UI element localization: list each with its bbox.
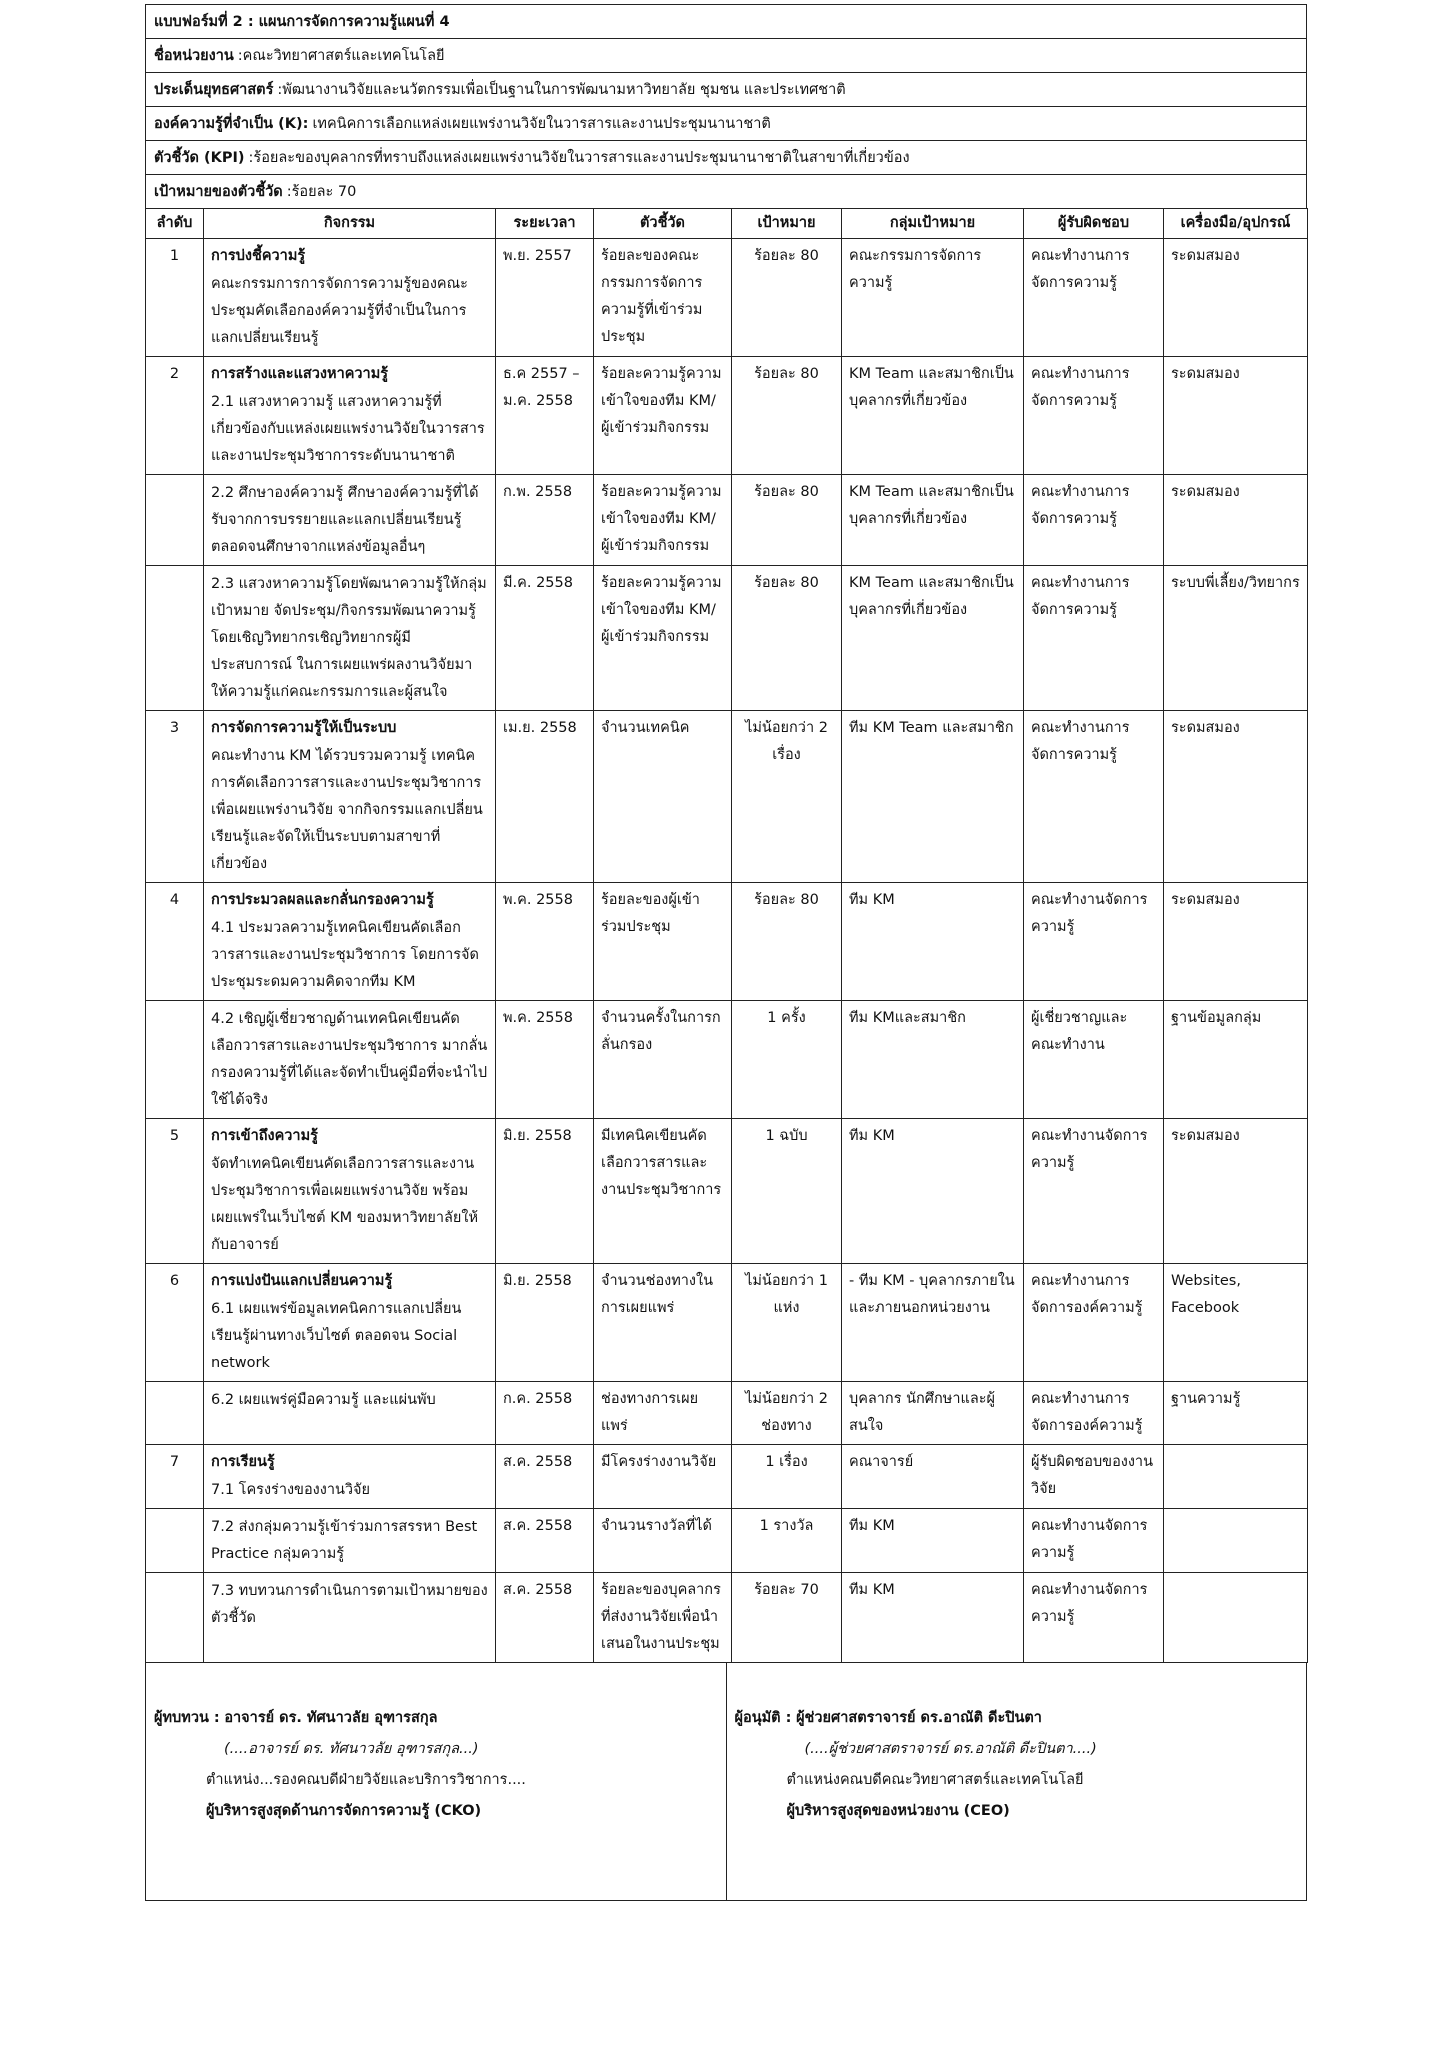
cell-indicator: มีโครงร่างงานวิจัย [594, 1445, 732, 1509]
cell-no [146, 475, 204, 566]
cell-target: ร้อยละ 80 [732, 357, 842, 475]
activity-text: 7.3 ทบทวนการดำเนินการตามเป้าหมายของตัวชี้วัด [211, 1583, 488, 1626]
cell-tool: ฐานความรู้ [1164, 1382, 1308, 1445]
knowledge-label: องค์ความรู้ที่จำเป็น (K): [154, 116, 309, 132]
cell-no: 6 [146, 1264, 204, 1382]
cell-period: มี.ค. 2558 [496, 566, 594, 711]
cell-period: ก.ค. 2558 [496, 1382, 594, 1445]
col-header: ระยะเวลา [496, 209, 594, 239]
cell-tool: ระดมสมอง [1164, 475, 1308, 566]
cell-no: 5 [146, 1119, 204, 1264]
col-header: กิจกรรม [204, 209, 496, 239]
cell-indicator: ช่องทางการเผยแพร่ [594, 1382, 732, 1445]
cell-group: - ทีม KM - บุคลากรภายในและภายนอกหน่วยงาน [842, 1264, 1024, 1382]
cell-owner: คณะทำงานจัดการความรู้ [1024, 1509, 1164, 1573]
reviewer-signature: (....อาจารย์ ดร. ทัศนาวลัย อุฑารสกุล...) [224, 1741, 479, 1757]
cell-owner: คณะทำงานการจัดการความรู้ [1024, 475, 1164, 566]
table-row [146, 239, 1308, 357]
reviewer-label: ผู้ทบทวน : [154, 1710, 220, 1726]
cell-group: ทีม KMและสมาชิก [842, 1001, 1024, 1119]
cell-indicator: จำนวนครั้งในการกลั่นกรอง [594, 1001, 732, 1119]
approver-block [726, 1663, 1307, 1900]
cell-target: 1 เรื่อง [732, 1445, 842, 1509]
cell-tool [1164, 1509, 1308, 1573]
cell-activity [204, 711, 496, 883]
cell-target: ร้อยละ 80 [732, 239, 842, 357]
reviewer-block [146, 1663, 726, 1900]
cell-owner: คณะทำงานการจัดการองค์ความรู้ [1024, 1382, 1164, 1445]
cell-tool: ระดมสมอง [1164, 239, 1308, 357]
activity-title: การสร้างและแสวงหาความรู้ [211, 366, 389, 382]
cell-group: KM Team และสมาชิกเป็นบุคลากรที่เกี่ยวข้อง [842, 357, 1024, 475]
cell-no [146, 1001, 204, 1119]
cell-owner: คณะทำงานการจัดการความรู้ [1024, 357, 1164, 475]
activity-text: 6.2 เผยแพร่คู่มือความรู้ และแผ่นพับ [211, 1392, 436, 1408]
col-header: กลุ่มเป้าหมาย [842, 209, 1024, 239]
unit-row [145, 38, 1307, 72]
cell-indicator: ร้อยละของบุคลากรที่ส่งงานวิจัยเพื่อนำเสนอในงานประชุม [594, 1573, 732, 1663]
cell-target: ร้อยละ 70 [732, 1573, 842, 1663]
cell-period: ธ.ค 2557 – ม.ค. 2558 [496, 357, 594, 475]
strategy-value: :พัฒนางานวิจัยและนวัตกรรมเพื่อเป็นฐานในการพัฒนามหาวิทยาลัย ชุมชน และประเทศชาติ [277, 82, 846, 98]
target-value: :ร้อยละ 70 [286, 184, 357, 200]
table-row [146, 711, 1308, 883]
cell-period: มิ.ย. 2558 [496, 1264, 594, 1382]
cell-indicator: ร้อยละความรู้ความเข้าใจของทีม KM/ผู้เข้าร่วมกิจกรรม [594, 357, 732, 475]
table-header-row [146, 209, 1308, 239]
kpi-label: ตัวชี้วัด (KPI) [154, 150, 245, 166]
activity-text: 2.3 แสวงหาความรู้โดยพัฒนาความรู้ให้กลุ่มเป้าหมาย จัดประชุม/กิจกรรมพัฒนาความรู้โดยเชิญวิทยากรเชิญวิทยากรผู้มีประสบการณ์ ในการเผยแพร่ผลงานวิจัยมาให้ความรู้แก่คณะกรรมการและผู้สนใจ [211, 576, 487, 700]
activity-title: การประมวลผลและกลั่นกรองความรู้ [211, 892, 434, 908]
cell-no: 1 [146, 239, 204, 357]
activity-text: จัดทำเทคนิคเขียนคัดเลือกวารสารและงานประชุมวิชาการเพื่อเผยแพร่งานวิจัย พร้อมเผยแพร่ในเว็บไซต์ KM ของมหาวิทยาลัยให้กับอาจารย์ [211, 1156, 479, 1253]
table-row [146, 1445, 1308, 1509]
cell-group: KM Team และสมาชิกเป็นบุคลากรที่เกี่ยวข้อง [842, 475, 1024, 566]
col-header: เป้าหมาย [732, 209, 842, 239]
cell-target: ไม่น้อยกว่า 2 เรื่อง [732, 711, 842, 883]
cell-no: 3 [146, 711, 204, 883]
cell-no [146, 1382, 204, 1445]
cell-activity [204, 1445, 496, 1509]
cell-group: KM Team และสมาชิกเป็นบุคลากรที่เกี่ยวข้อง [842, 566, 1024, 711]
activity-title: การเข้าถึงความรู้ [211, 1128, 318, 1144]
unit-label: ชื่อหน่วยงาน [154, 48, 234, 64]
signature-area [145, 1663, 1307, 1901]
table-row [146, 1001, 1308, 1119]
activity-text: คณะทำงาน KM ได้รวบรวมความรู้ เทคนิคการคัดเลือกวารสารและงานประชุมวิชาการเพื่อเผยแพร่งานวิจัย จากกิจกรรมแลกเปลี่ยนเรียนรู้และจัดให้เป็นระบบตามสาขาที่เกี่ยวข้อง [211, 748, 483, 872]
col-header: เครื่องมือ/อุปกรณ์ [1164, 209, 1308, 239]
cell-indicator: จำนวนรางวัลที่ได้ [594, 1509, 732, 1573]
cell-indicator: จำนวนช่องทางในการเผยแพร่ [594, 1264, 732, 1382]
cell-owner: คณะทำงานจัดการความรู้ [1024, 1573, 1164, 1663]
cell-group: ทีม KM [842, 1509, 1024, 1573]
kpi-value: :ร้อยละของบุคลากรที่ทราบถึงแหล่งเผยแพร่งานวิจัยในวารสารและงานประชุมนานาชาติในสาขาที่เกี่ยวข้อง [248, 150, 910, 166]
cell-tool [1164, 1445, 1308, 1509]
cell-period: ส.ค. 2558 [496, 1445, 594, 1509]
cell-activity [204, 1001, 496, 1119]
activity-text: 6.1 เผยแพร่ข้อมูลเทคนิคการแลกเปลี่ยนเรียนรู้ผ่านทางเว็บไซต์ ตลอดจน Social network [211, 1301, 462, 1371]
cell-activity [204, 1509, 496, 1573]
target-label: เป้าหมายของตัวชี้วัด [154, 184, 283, 200]
cell-target: 1 ฉบับ [732, 1119, 842, 1264]
table-row [146, 566, 1308, 711]
table-row [146, 475, 1308, 566]
cell-owner: คณะทำงานการจัดการความรู้ [1024, 566, 1164, 711]
cell-indicator: ร้อยละความรู้ความเข้าใจของทีม KM/ผู้เข้าร่วมกิจกรรม [594, 475, 732, 566]
cell-no: 2 [146, 357, 204, 475]
activity-title: การจัดการความรู้ให้เป็นระบบ [211, 720, 397, 736]
activity-text: 4.2 เชิญผู้เชี่ยวชาญด้านเทคนิคเขียนคัดเลือกวารสารและงานประชุมวิชาการ มากลั่นกรองความรู้ที่ได้และจัดทำเป็นคู่มือที่จะนำไปใช้ได้จริง [211, 1011, 488, 1108]
cell-activity [204, 1119, 496, 1264]
activity-text: 7.1 โครงร่างของงานวิจัย [211, 1482, 371, 1498]
cell-activity [204, 1573, 496, 1663]
table-row [146, 1382, 1308, 1445]
cell-owner: คณะทำงานจัดการความรู้ [1024, 1119, 1164, 1264]
unit-value: :คณะวิทยาศาสตร์และเทคโนโลยี [237, 48, 445, 64]
cell-indicator: ร้อยละของคณะกรรมการจัดการความรู้ที่เข้าร่วมประชุม [594, 239, 732, 357]
target-row [145, 174, 1307, 208]
cell-group: ทีม KM Team และสมาชิก [842, 711, 1024, 883]
cell-target: 1 ครั้ง [732, 1001, 842, 1119]
activity-title: การแบ่งปันแลกเปลี่ยนความรู้ [211, 1273, 393, 1289]
cell-owner: คณะทำงานการจัดการความรู้ [1024, 711, 1164, 883]
col-header: ผู้รับผิดชอบ [1024, 209, 1164, 239]
table-row [146, 357, 1308, 475]
activity-text: 2.1 แสวงหาความรู้ แสวงหาความรู้ที่เกี่ยวข้องกับแหล่งเผยแพร่งานวิจัยในวารสารและงานประชุมวิชาการระดับนานาชาติ [211, 394, 485, 464]
cell-tool [1164, 1573, 1308, 1663]
col-header: ตัวชี้วัด [594, 209, 732, 239]
form-title: แบบฟอร์มที่ 2 : แผนการจัดการความรู้แผนที่ 4 [154, 14, 450, 30]
kpi-row [145, 140, 1307, 174]
cell-activity [204, 883, 496, 1001]
knowledge-value: เทคนิคการเลือกแหล่งเผยแพร่งานวิจัยในวารสารและงานประชุมนานาชาติ [312, 116, 771, 132]
cell-no [146, 1573, 204, 1663]
cell-owner: คณะทำงานการจัดการความรู้ [1024, 239, 1164, 357]
cell-period: ส.ค. 2558 [496, 1509, 594, 1573]
knowledge-row [145, 106, 1307, 140]
cell-no: 7 [146, 1445, 204, 1509]
reviewer-name: อาจารย์ ดร. ทัศนาวลัย อุฑารสกุล [224, 1710, 438, 1726]
cell-period: มิ.ย. 2558 [496, 1119, 594, 1264]
approver-role: ผู้บริหารสูงสุดของหน่วยงาน (CEO) [786, 1803, 1010, 1819]
activity-title: การบ่งชี้ความรู้ [211, 248, 306, 264]
cell-indicator: ร้อยละของผู้เข้าร่วมประชุม [594, 883, 732, 1001]
activity-text: 4.1 ประมวลความรู้เทคนิคเขียนคัดเลือกวารสารและงานประชุมวิชาการ โดยการจัดประชุมระดมความคิดจากทีม KM [211, 920, 479, 990]
cell-indicator: จำนวนเทคนิค [594, 711, 732, 883]
cell-activity [204, 357, 496, 475]
approver-signature: (....ผู้ช่วยศาสตราจารย์ ดร.อาณัติ ดีะปินตา....) [804, 1741, 1097, 1757]
cell-indicator: ร้อยละความรู้ความเข้าใจของทีม KM/ผู้เข้าร่วมกิจกรรม [594, 566, 732, 711]
table-row [146, 1264, 1308, 1382]
cell-tool: ระบบพี่เลี้ยง/วิทยากร [1164, 566, 1308, 711]
cell-target: ไม่น้อยกว่า 1 แห่ง [732, 1264, 842, 1382]
cell-tool: ระดมสมอง [1164, 711, 1308, 883]
cell-no: 4 [146, 883, 204, 1001]
cell-group: ทีม KM [842, 883, 1024, 1001]
cell-target: 1 รางวัล [732, 1509, 842, 1573]
cell-period: พ.ค. 2558 [496, 1001, 594, 1119]
activity-title: การเรียนรู้ [211, 1454, 275, 1470]
activity-text: 7.2 ส่งกลุ่มความรู้เข้าร่วมการสรรหา Best Practice กลุ่มความรู้ [211, 1519, 478, 1562]
cell-activity [204, 566, 496, 711]
cell-activity [204, 1382, 496, 1445]
strategy-label: ประเด็นยุทธศาสตร์ [154, 82, 274, 98]
activity-text: 2.2 ศึกษาองค์ความรู้ ศึกษาองค์ความรู้ที่ได้รับจากการบรรยายและแลกเปลี่ยนเรียนรู้ ตลอดจนศึกษาจากแหล่งข้อมูลอื่นๆ [211, 485, 479, 555]
cell-tool: ระดมสมอง [1164, 1119, 1308, 1264]
cell-target: ร้อยละ 80 [732, 566, 842, 711]
cell-tool: ฐานข้อมูลกลุ่ม [1164, 1001, 1308, 1119]
cell-group: คณาจารย์ [842, 1445, 1024, 1509]
activity-text: คณะกรรมการการจัดการความรู้ของคณะประชุมคัดเลือกองค์ความรู้ที่จำเป็นในการแลกเปลี่ยนเรียนรู้ [211, 276, 468, 346]
cell-target: ไม่น้อยกว่า 2 ช่องทาง [732, 1382, 842, 1445]
cell-owner: ผู้รับผิดชอบของงานวิจัย [1024, 1445, 1164, 1509]
approver-name: ผู้ช่วยศาสตราจารย์ ดร.อาณัติ ดีะปินตา [796, 1710, 1042, 1726]
cell-target: ร้อยละ 80 [732, 883, 842, 1001]
activity-table [145, 208, 1308, 1663]
cell-period: ก.พ. 2558 [496, 475, 594, 566]
table-row [146, 1119, 1308, 1264]
km-plan-form [145, 4, 1307, 1901]
cell-group: ทีม KM [842, 1573, 1024, 1663]
approver-position: ตำแหน่งคณบดีคณะวิทยาศาสตร์และเทคโนโลยี [786, 1772, 1084, 1788]
cell-no [146, 1509, 204, 1573]
cell-period: พ.ค. 2558 [496, 883, 594, 1001]
table-row [146, 1573, 1308, 1663]
cell-group: คณะกรรมการจัดการความรู้ [842, 239, 1024, 357]
table-row [146, 883, 1308, 1001]
cell-period: ส.ค. 2558 [496, 1573, 594, 1663]
strategy-row [145, 72, 1307, 106]
cell-owner: ผู้เชี่ยวชาญและคณะทำงาน [1024, 1001, 1164, 1119]
cell-tool: Websites, Facebook [1164, 1264, 1308, 1382]
cell-tool: ระดมสมอง [1164, 883, 1308, 1001]
reviewer-role: ผู้บริหารสูงสุดด้านการจัดการความรู้ (CKO) [206, 1803, 482, 1819]
cell-period: เม.ย. 2558 [496, 711, 594, 883]
cell-activity [204, 475, 496, 566]
reviewer-position: ตำแหน่ง...รองคณบดีฝ่ายวิจัยและบริการวิชาการ.... [206, 1772, 526, 1788]
cell-owner: คณะทำงานการจัดการองค์ความรู้ [1024, 1264, 1164, 1382]
cell-group: ทีม KM [842, 1119, 1024, 1264]
table-row [146, 1509, 1308, 1573]
col-header: ลำดับ [146, 209, 204, 239]
cell-activity [204, 1264, 496, 1382]
cell-target: ร้อยละ 80 [732, 475, 842, 566]
cell-owner: คณะทำงานจัดการความรู้ [1024, 883, 1164, 1001]
cell-activity [204, 239, 496, 357]
cell-indicator: มีเทคนิคเขียนคัดเลือกวารสารและงานประชุมวิชาการ [594, 1119, 732, 1264]
approver-label: ผู้อนุมัติ : [734, 1710, 792, 1726]
cell-no [146, 566, 204, 711]
cell-period: พ.ย. 2557 [496, 239, 594, 357]
cell-tool: ระดมสมอง [1164, 357, 1308, 475]
cell-group: บุคลากร นักศึกษาและผู้สนใจ [842, 1382, 1024, 1445]
form-title-row [145, 4, 1307, 38]
